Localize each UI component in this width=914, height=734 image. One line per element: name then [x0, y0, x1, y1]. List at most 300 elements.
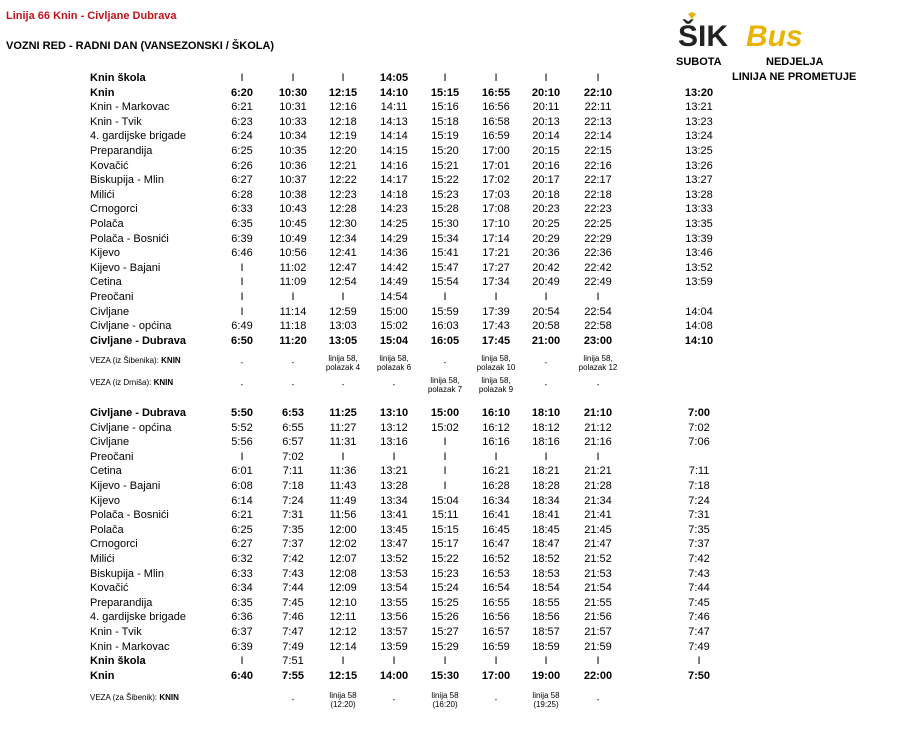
time-cell: I: [392, 450, 396, 463]
time-cell: 11:25: [329, 407, 357, 419]
time-cell: 12:00: [329, 523, 357, 536]
time-cell: 12:02: [329, 538, 357, 551]
stop-name: Knin škola: [90, 655, 146, 668]
time-cell: 7:02: [688, 421, 710, 434]
return-row: [0, 567, 914, 581]
time-cell: 10:49: [279, 232, 307, 245]
time-cell: 22:36: [584, 247, 612, 260]
time-cell: 10:35: [279, 145, 307, 157]
time-cell: 16:59: [482, 130, 510, 143]
time-cell: I: [341, 655, 345, 668]
timetable-subtitle: VOZNI RED - RADNI DAN (VANSEZONSKI / ŠKOLA): [6, 40, 275, 52]
time-cell: 14:36: [380, 247, 408, 260]
time-cell: 13:12: [380, 421, 408, 434]
time-cell: 16:47: [482, 538, 510, 551]
time-cell: 15:30: [431, 218, 459, 230]
time-cell: I: [240, 291, 244, 303]
stop-name: Polača: [90, 523, 124, 536]
time-cell: 18:16: [532, 436, 560, 449]
outbound-row: [0, 334, 914, 348]
return-row: [0, 610, 914, 624]
time-cell: 20:29: [532, 232, 560, 245]
time-cell: 17:43: [482, 320, 510, 333]
time-cell: I: [596, 655, 600, 668]
time-cell: 6:28: [231, 188, 253, 201]
time-cell: 15:16: [431, 101, 459, 114]
veza-drnis-label-text: VEZA (iz Drniša):: [90, 378, 154, 387]
time-cell: 20:15: [532, 145, 560, 157]
time-cell: I: [341, 72, 345, 84]
veza-za-sibenik-note: linija 58 (19:25): [532, 691, 560, 709]
time-cell: 7:35: [282, 523, 304, 536]
time-cell: 7:43: [282, 567, 304, 580]
time-cell: 20:11: [532, 101, 560, 114]
outbound-row: [0, 71, 914, 85]
time-cell: 18:47: [532, 538, 560, 551]
stop-name: Civljane - općina: [90, 421, 172, 434]
stop-name: Preparandija: [90, 596, 153, 609]
time-cell: 6:21: [231, 101, 253, 114]
time-cell: 12:59: [329, 305, 357, 318]
time-cell: 11:09: [279, 276, 307, 289]
time-cell: 7:11: [688, 465, 710, 478]
stop-name: Crnogorci: [90, 538, 138, 551]
time-cell: 18:52: [532, 553, 560, 565]
time-cell: 11:27: [329, 421, 357, 434]
time-cell: 14:11: [380, 101, 408, 114]
veza-sibenik-label: [90, 355, 181, 367]
outbound-row: [0, 232, 914, 246]
time-cell: 21:54: [584, 582, 612, 595]
time-cell: I: [494, 72, 498, 84]
time-cell: 13:35: [685, 218, 713, 230]
time-cell: 21:52: [584, 553, 612, 565]
time-cell: 18:54: [532, 582, 560, 595]
stop-name: Biskupija - Mlin: [90, 174, 164, 187]
time-cell: 15:15: [431, 523, 459, 536]
stop-name: Cetina: [90, 465, 122, 478]
time-cell: 15:18: [431, 115, 459, 128]
time-cell: 15:00: [380, 305, 408, 318]
time-cell: 6:40: [230, 669, 254, 682]
time-cell: 14:10: [379, 86, 409, 99]
time-cell: 13:59: [685, 276, 713, 289]
time-cell: 15:30: [430, 669, 460, 682]
time-cell: 6:36: [231, 611, 253, 624]
time-cell: 7:49: [688, 640, 710, 653]
outbound-row: [0, 159, 914, 173]
stop-name: Preočani: [90, 291, 134, 303]
time-cell: 14:29: [380, 232, 408, 245]
time-cell: 15:28: [431, 203, 459, 216]
stop-name: Civljane - Dubrava: [90, 407, 186, 419]
time-cell: 18:34: [532, 494, 560, 507]
return-row: [0, 479, 914, 493]
time-cell: 12:14: [329, 640, 357, 653]
outbound-row: [0, 275, 914, 289]
stop-name: Polača - Bosnići: [90, 232, 169, 245]
time-cell: 12:07: [329, 553, 357, 565]
time-cell: 21:55: [584, 596, 612, 609]
time-cell: 18:28: [532, 480, 560, 492]
time-cell: 14:17: [380, 174, 408, 187]
time-cell: 21:16: [584, 436, 612, 449]
outbound-row: [0, 129, 914, 143]
time-cell: 22:29: [584, 232, 612, 245]
time-cell: 12:12: [329, 626, 357, 638]
stop-name: Preparandija: [90, 145, 153, 157]
time-cell: 17:39: [482, 305, 510, 318]
stop-name: Kijevo - Bajani: [90, 261, 161, 274]
time-cell: 22:14: [584, 130, 612, 143]
sunday-header: NEDJELJA: [766, 56, 824, 68]
time-cell: 16:28: [482, 480, 510, 492]
stop-name: Knin - Tvik: [90, 626, 142, 638]
outbound-row: [0, 86, 914, 100]
return-row: [0, 654, 914, 668]
veza-za-sibenik-note: -: [291, 695, 295, 704]
timetable-title: Linija 66 Knin - Civljane Dubrava: [6, 10, 177, 22]
outbound-row: [0, 202, 914, 216]
time-cell: 7:44: [282, 582, 304, 595]
time-cell: 13:27: [685, 174, 713, 187]
outbound-row: [0, 290, 914, 304]
time-cell: I: [341, 291, 345, 303]
time-cell: 16:57: [482, 626, 510, 638]
veza-za-sibenik-note: -: [596, 695, 600, 704]
return-row: [0, 640, 914, 654]
time-cell: 22:10: [583, 86, 613, 99]
outbound-row: [0, 217, 914, 231]
stop-name: Civljane - općina: [90, 320, 172, 333]
time-cell: 10:34: [279, 130, 307, 143]
veza-drnis-note: -: [392, 380, 396, 389]
stop-name: Knin - Markovac: [90, 640, 170, 653]
time-cell: 7:43: [688, 567, 710, 580]
outbound-row: [0, 246, 914, 260]
time-cell: 16:55: [482, 596, 510, 609]
time-cell: 15:22: [431, 553, 459, 565]
time-cell: 13:25: [685, 145, 713, 157]
time-cell: 5:52: [231, 421, 253, 434]
time-cell: 15:04: [431, 494, 459, 507]
stop-name: Milići: [90, 188, 115, 201]
time-cell: I: [443, 436, 447, 449]
veza-drnis-note: -: [544, 380, 548, 389]
time-cell: 15:21: [431, 159, 459, 172]
time-cell: 7:42: [688, 553, 710, 565]
veza-sibenik-label-city: KNIN: [161, 356, 181, 365]
time-cell: I: [596, 72, 600, 84]
stop-name: Kijevo - Bajani: [90, 480, 161, 492]
time-cell: 13:21: [380, 465, 408, 478]
time-cell: 14:08: [685, 320, 713, 333]
time-cell: 13:26: [685, 159, 713, 172]
time-cell: 22:17: [584, 174, 612, 187]
veza-sibenik-note: -: [443, 358, 447, 367]
time-cell: 13:55: [380, 596, 408, 609]
time-cell: 6:21: [231, 509, 253, 522]
outbound-row: [0, 305, 914, 319]
time-cell: 10:37: [279, 174, 307, 187]
time-cell: 15:17: [431, 538, 459, 551]
time-cell: 12:08: [329, 567, 357, 580]
veza-drnis-label: [90, 377, 173, 389]
saturday-header: SUBOTA: [676, 56, 722, 68]
stop-name: Polača - Bosnići: [90, 509, 169, 522]
time-cell: 6:27: [231, 174, 253, 187]
time-cell: 20:10: [531, 86, 561, 99]
time-cell: I: [494, 450, 498, 463]
time-cell: 21:53: [584, 567, 612, 580]
time-cell: I: [240, 276, 244, 289]
time-cell: 20:14: [532, 130, 560, 143]
time-cell: 16:56: [482, 101, 510, 114]
time-cell: 10:31: [279, 101, 307, 114]
time-cell: 20:25: [532, 218, 560, 230]
time-cell: 15:02: [431, 421, 459, 434]
stop-name: 4. gardijske brigade: [90, 130, 187, 143]
time-cell: 15:34: [431, 232, 459, 245]
veza-drnis-note: linija 58, polazak 9: [478, 376, 514, 394]
time-cell: 18:41: [532, 509, 560, 522]
time-cell: 17:00: [482, 145, 510, 157]
time-cell: 13:53: [380, 567, 408, 580]
veza-za-sibenik-note: -: [494, 695, 498, 704]
time-cell: 12:20: [329, 145, 357, 157]
veza-sibenik-note: linija 58, polazak 12: [578, 354, 618, 372]
time-cell: 11:14: [279, 305, 307, 318]
time-cell: 6:55: [282, 421, 304, 434]
time-cell: 12:10: [329, 596, 357, 609]
time-cell: I: [596, 291, 600, 303]
time-cell: 6:34: [231, 582, 253, 595]
time-cell: 21:57: [584, 626, 612, 638]
time-cell: 6:20: [230, 86, 254, 99]
time-cell: 17:14: [482, 232, 510, 245]
stop-name: Polača: [90, 218, 124, 230]
stop-name: Kijevo: [90, 494, 120, 507]
return-row: [0, 421, 914, 435]
time-cell: 11:31: [329, 436, 357, 449]
veza-sibenik-note: linija 58, polazak 6: [376, 354, 412, 372]
return-row: [0, 406, 914, 420]
time-cell: 21:21: [584, 465, 612, 478]
time-cell: 6:25: [231, 145, 253, 157]
time-cell: 16:53: [482, 567, 510, 580]
time-cell: 15:15: [430, 86, 460, 99]
time-cell: 17:02: [482, 174, 510, 187]
time-cell: 13:28: [685, 188, 713, 201]
time-cell: 6:39: [231, 232, 253, 245]
time-cell: 16:21: [482, 465, 510, 478]
time-cell: I: [240, 450, 244, 463]
time-cell: 13:23: [685, 115, 713, 128]
time-cell: 7:31: [688, 509, 710, 522]
time-cell: 14:23: [380, 203, 408, 216]
time-cell: 20:16: [532, 159, 560, 172]
time-cell: 14:16: [380, 159, 408, 172]
time-cell: 12:34: [329, 232, 357, 245]
time-cell: 7:47: [282, 626, 304, 638]
veza-drnis-note: -: [240, 380, 244, 389]
return-row: [0, 464, 914, 478]
time-cell: 21:47: [584, 538, 612, 551]
time-cell: 18:59: [532, 640, 560, 653]
time-cell: 7:02: [282, 450, 304, 463]
time-cell: 16:41: [482, 509, 510, 522]
time-cell: 13:03: [329, 320, 357, 333]
time-cell: I: [544, 291, 548, 303]
time-cell: 16:34: [482, 494, 510, 507]
time-cell: 7:18: [282, 480, 304, 492]
time-cell: 17:10: [482, 218, 510, 230]
stop-name: Crnogorci: [90, 203, 138, 216]
time-cell: I: [443, 465, 447, 478]
time-cell: 7:37: [688, 538, 710, 551]
time-cell: 15:22: [431, 174, 459, 187]
stop-name: Kijevo: [90, 247, 120, 260]
veza-drnis-note: -: [341, 380, 345, 389]
time-cell: 18:56: [532, 611, 560, 624]
return-row: [0, 494, 914, 508]
veza-drnis-note: linija 58, polazak 7: [427, 376, 463, 394]
time-cell: I: [443, 72, 447, 84]
time-cell: 22:25: [584, 218, 612, 230]
veza-sibenik-note: linija 58, polazak 10: [476, 354, 516, 372]
time-cell: 7:24: [688, 494, 710, 507]
time-cell: 6:23: [231, 115, 253, 128]
time-cell: 21:56: [584, 611, 612, 624]
time-cell: 12:23: [329, 188, 357, 201]
time-cell: I: [291, 72, 295, 84]
time-cell: 22:54: [584, 305, 612, 318]
stop-name: Civljane: [90, 436, 130, 449]
veza-sibenik-note: -: [291, 358, 295, 367]
time-cell: 22:58: [584, 320, 612, 333]
time-cell: 20:42: [532, 261, 560, 274]
return-row: [0, 625, 914, 639]
time-cell: 13:59: [380, 640, 408, 653]
time-cell: 12:16: [329, 101, 357, 114]
time-cell: I: [240, 305, 244, 318]
time-cell: 15:27: [431, 626, 459, 638]
time-cell: 14:15: [380, 145, 408, 157]
stop-name: Kovačić: [90, 582, 129, 595]
time-cell: 6:46: [231, 247, 253, 260]
time-cell: 21:45: [584, 523, 612, 536]
time-cell: 13:21: [685, 101, 713, 114]
time-cell: 15:54: [431, 276, 459, 289]
time-cell: 6:49: [231, 320, 253, 333]
stop-name: Civljane: [90, 305, 130, 318]
stop-name: Milići: [90, 553, 115, 565]
time-cell: 14:05: [379, 72, 409, 84]
time-cell: 17:08: [482, 203, 510, 216]
time-cell: 17:34: [482, 276, 510, 289]
time-cell: 13:05: [328, 334, 358, 347]
veza-sibenik-note: -: [544, 358, 548, 367]
time-cell: 16:56: [482, 611, 510, 624]
return-row: [0, 508, 914, 522]
time-cell: 6:37: [231, 626, 253, 638]
time-cell: 14:10: [684, 334, 714, 347]
time-cell: 13:52: [380, 553, 408, 565]
time-cell: I: [544, 72, 548, 84]
time-cell: 14:00: [379, 669, 409, 682]
outbound-row: [0, 144, 914, 158]
time-cell: 12:15: [328, 669, 358, 682]
outbound-row: [0, 173, 914, 187]
time-cell: 6:35: [231, 218, 253, 230]
time-cell: 20:23: [532, 203, 560, 216]
time-cell: I: [291, 291, 295, 303]
time-cell: 17:45: [481, 334, 511, 347]
time-cell: 12:22: [329, 174, 357, 187]
time-cell: I: [240, 72, 244, 84]
time-cell: 7:55: [281, 669, 305, 682]
stop-name: Kovačić: [90, 159, 129, 172]
time-cell: 13:56: [380, 611, 408, 624]
time-cell: 7:11: [282, 465, 304, 478]
time-cell: 7:18: [688, 480, 710, 492]
time-cell: 22:42: [584, 261, 612, 274]
time-cell: 16:05: [430, 334, 460, 347]
time-cell: I: [443, 291, 447, 303]
time-cell: I: [544, 655, 548, 668]
sikbus-logo-graphic: [678, 12, 828, 52]
time-cell: 15:23: [431, 567, 459, 580]
veza-za-sibenik-note: linija 58 (12:20): [329, 691, 357, 709]
time-cell: 14:13: [380, 115, 408, 128]
time-cell: 15:00: [430, 407, 460, 419]
time-cell: 14:04: [685, 305, 713, 318]
time-cell: 11:36: [329, 465, 357, 478]
time-cell: 12:19: [329, 130, 357, 143]
time-cell: I: [494, 291, 498, 303]
time-cell: 13:41: [380, 509, 408, 522]
time-cell: 14:14: [380, 130, 408, 143]
time-cell: 12:11: [329, 611, 357, 624]
time-cell: 18:45: [532, 523, 560, 536]
time-cell: 15:47: [431, 261, 459, 274]
time-cell: 15:11: [431, 509, 459, 522]
time-cell: I: [494, 655, 498, 668]
time-cell: 12:21: [329, 159, 357, 172]
time-cell: 6:25: [231, 523, 253, 536]
time-cell: I: [697, 655, 701, 668]
time-cell: 12:28: [329, 203, 357, 216]
outbound-row: [0, 115, 914, 129]
time-cell: 6:27: [231, 538, 253, 551]
time-cell: 6:39: [231, 640, 253, 653]
time-cell: 5:56: [231, 436, 253, 449]
logo-text-right: Bus: [746, 20, 803, 52]
time-cell: 13:52: [685, 261, 713, 274]
time-cell: 6:53: [281, 407, 305, 419]
time-cell: 21:00: [531, 334, 561, 347]
time-cell: 6:24: [231, 130, 253, 143]
time-cell: 12:41: [329, 247, 357, 260]
time-cell: 21:59: [584, 640, 612, 653]
veza-drnis-note: -: [596, 380, 600, 389]
time-cell: 18:10: [531, 407, 561, 419]
time-cell: 13:57: [380, 626, 408, 638]
time-cell: 10:56: [279, 247, 307, 260]
time-cell: 10:38: [279, 188, 307, 201]
time-cell: 15:26: [431, 611, 459, 624]
stop-name: Biskupija - Mlin: [90, 567, 164, 580]
